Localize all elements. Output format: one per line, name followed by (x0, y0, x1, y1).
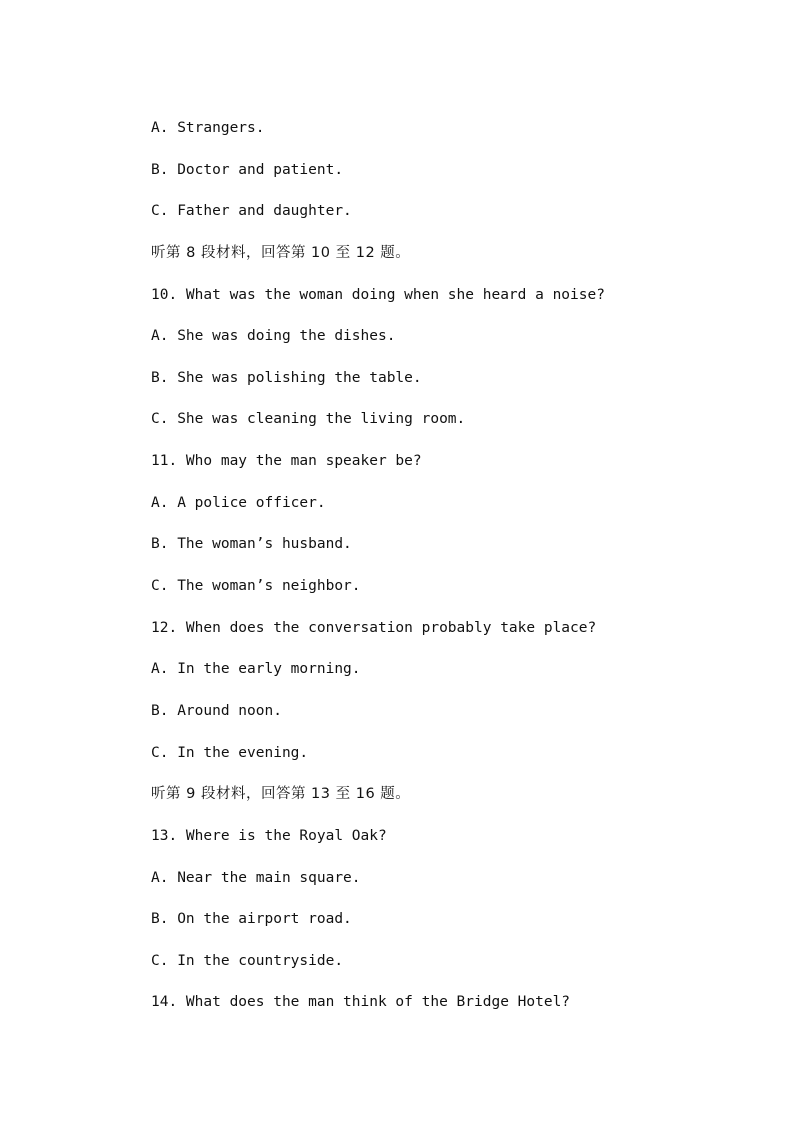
option-line: B. She was polishing the table. (151, 369, 422, 386)
option-line: B. Doctor and patient. (151, 161, 344, 178)
option-line: A. Strangers. (151, 120, 265, 136)
option-line: C. In the evening. (151, 744, 309, 761)
option-line: C. In the countryside. (151, 952, 344, 969)
question-line: 11. Who may the man speaker be? (151, 453, 422, 470)
option-line: A. She was doing the dishes. (151, 328, 396, 345)
document-body (151, 117, 751, 1033)
question-line: 14. What does the man think of the Bridge Hotel? (151, 994, 571, 1011)
option-line: B. On the airport road. (151, 911, 352, 928)
option-line: C. The woman’s neighbor. (151, 578, 361, 595)
question-line: 10. What was the woman doing when she heard a noise? (151, 286, 605, 303)
option-line: C. She was cleaning the living room. (151, 411, 466, 428)
section-instruction: 听第 9 段材料，回答第 13 至 16 题。 (151, 786, 411, 803)
option-line: B. Around noon. (151, 702, 282, 719)
option-line: B. The woman’s husband. (151, 536, 352, 553)
question-line: 13. Where is the Royal Oak? (151, 827, 387, 844)
option-line: A. In the early morning. (151, 661, 361, 678)
option-line: A. A police officer. (151, 494, 326, 511)
option-line: A. Near the main square. (151, 869, 361, 886)
section-instruction: 听第 8 段材料，回答第 10 至 12 题。 (151, 244, 411, 261)
question-line: 12. When does the conversation probably take place? (151, 619, 597, 636)
option-line: C. Father and daughter. (151, 203, 352, 220)
